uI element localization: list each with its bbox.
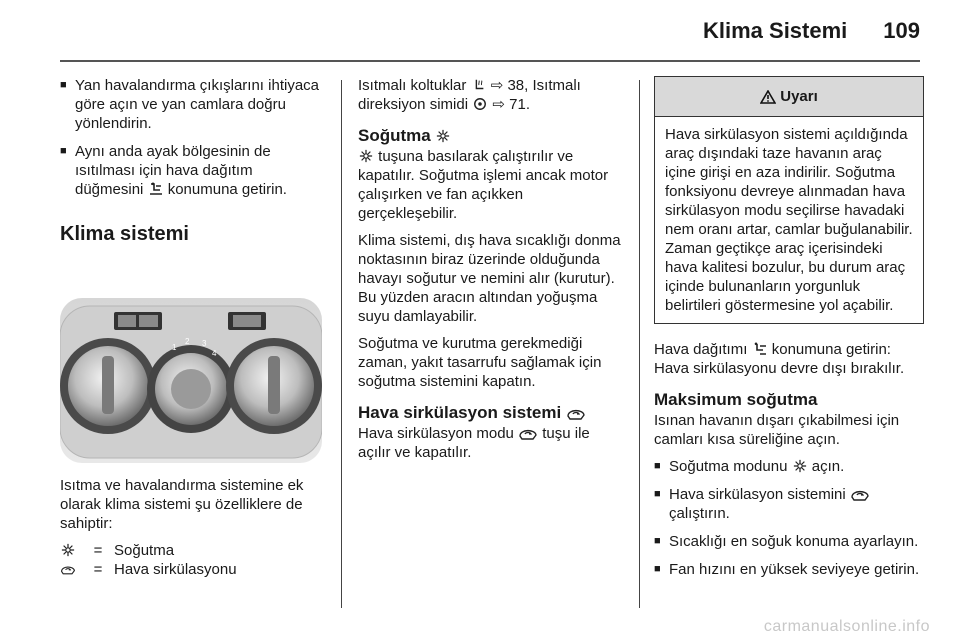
intro-paragraph: Isıtma ve havalandırma sistemine ek olarak klima sistemi şu özelliklere de sahiptir: <box>60 477 304 532</box>
floor-defrost-icon <box>148 182 164 196</box>
svg-text:1: 1 <box>172 343 177 352</box>
list-item: ■ Aynı anda ayak bölgesinin de ısıtılması için hava dağıtım düğmesini konumuna getirin. <box>60 143 287 198</box>
list-item: ■ Fan hızını en yüksek seviyeye getirin. <box>654 561 920 578</box>
svg-text:2: 2 <box>185 337 190 346</box>
snowflake-icon <box>358 149 374 163</box>
air-distribution-icon <box>752 342 768 356</box>
recirculation-icon <box>850 487 870 501</box>
page-number: 109 <box>883 18 920 43</box>
legend-row-cooling: = Soğutma <box>60 541 322 560</box>
recirculation-paragraph: Hava sirkülasyon modu tuşu ile açılır ve kapatılır. <box>358 425 590 461</box>
climate-control-panel-photo <box>60 258 322 466</box>
snowflake-icon <box>60 541 82 560</box>
recirculation-heading: Hava sirkülasyon sistemi <box>358 403 624 422</box>
column-divider-2 <box>639 80 640 608</box>
column-1 <box>60 76 322 579</box>
page-ref-arrow-icon: ⇨ <box>492 96 505 113</box>
recirculation-icon <box>60 560 82 579</box>
recirculation-icon <box>566 406 586 420</box>
svg-text:3: 3 <box>202 339 207 348</box>
warning-triangle-icon <box>760 90 776 104</box>
heated-seat-icon <box>471 78 487 92</box>
cooling-paragraph-2: Klima sistemi, dış hava sıcaklığı donma noktasının biraz üzerinde olduğunda havayı soğutur ve nemini alır (kurutur). Bu yüzden aracın altından yoğuşma suyu damlayabilir. <box>358 232 621 325</box>
heated-seats-paragraph: Isıtmalı koltuklar ⇨ 38, Isıtmalı direksiyon simidi ⇨ 71. <box>358 77 581 113</box>
max-cooling-heading: Maksimum soğutma <box>654 390 818 409</box>
section-title: Klima sistemi <box>60 223 189 245</box>
air-distribution-paragraph: Hava dağıtımı konumuna getirin: Hava sirkülasyonu devre dışı bırakılır. <box>654 341 905 377</box>
warning-box <box>654 76 924 324</box>
page-title: Klima Sistemi <box>703 18 848 43</box>
cooling-heading: Soğutma <box>358 126 624 145</box>
list-item: ■ Soğutma modunu açın. <box>654 458 845 475</box>
cooling-paragraph-1: tuşuna basılarak çalıştırılır ve kapatılır. Soğutma işlemi ancak motor çalışırken ve fan açıkken gerçekleşebilir. <box>358 148 609 222</box>
heated-steering-wheel-icon <box>472 97 488 111</box>
list-item: ■ Yan havalandırma çıkışlarını ihtiyaca göre açın ve yan camlara doğru yönlendirin. <box>60 77 320 132</box>
watermark: carmanualsonline.info <box>763 618 930 635</box>
page-header <box>703 18 920 44</box>
list-item: ■ Hava sirkülasyon sistemini çalıştırın. <box>654 485 924 523</box>
list-item: ■ Sıcaklığı en soğuk konuma ayarlayın. <box>654 533 919 550</box>
header-divider <box>60 60 920 62</box>
legend-row-recirculation: = Hava sirkülasyonu <box>60 560 322 579</box>
recirculation-icon <box>518 426 538 440</box>
column-3 <box>654 76 924 588</box>
control-panel-illustration <box>60 258 322 466</box>
warning-body: Hava sirkülasyon sistemi açıldığında araç dışındaki taze havanın araç içine girişi en aza indirilir. Soğutma fonksiyonu devreye alınmadan hava sirkülasyon modu seçilirse havadaki nem oranı artar, camlar buğulanabilir. Zaman geçtikçe araç içerisindeki hava kalitesi bozulur, bu durum araç içinde bulunanların yorgunluk belirtileri göstermesine yol açabilir. <box>665 126 913 314</box>
column-2 <box>358 76 624 470</box>
page-ref-arrow-icon: ⇨ <box>490 77 504 94</box>
snowflake-icon <box>435 129 451 143</box>
snowflake-icon <box>792 459 808 473</box>
column-divider-1 <box>341 80 342 608</box>
cooling-paragraph-3: Soğutma ve kurutma gerekmediği zaman, yakıt tasarrufu sağlamak için soğutma sistemini kapatın. <box>358 335 602 390</box>
max-cooling-intro: Isınan havanın dışarı çıkabilmesi için camları kısa süreliğine açın. <box>654 412 900 448</box>
svg-text:4: 4 <box>212 349 217 358</box>
warning-header: Uyarı <box>655 77 923 117</box>
